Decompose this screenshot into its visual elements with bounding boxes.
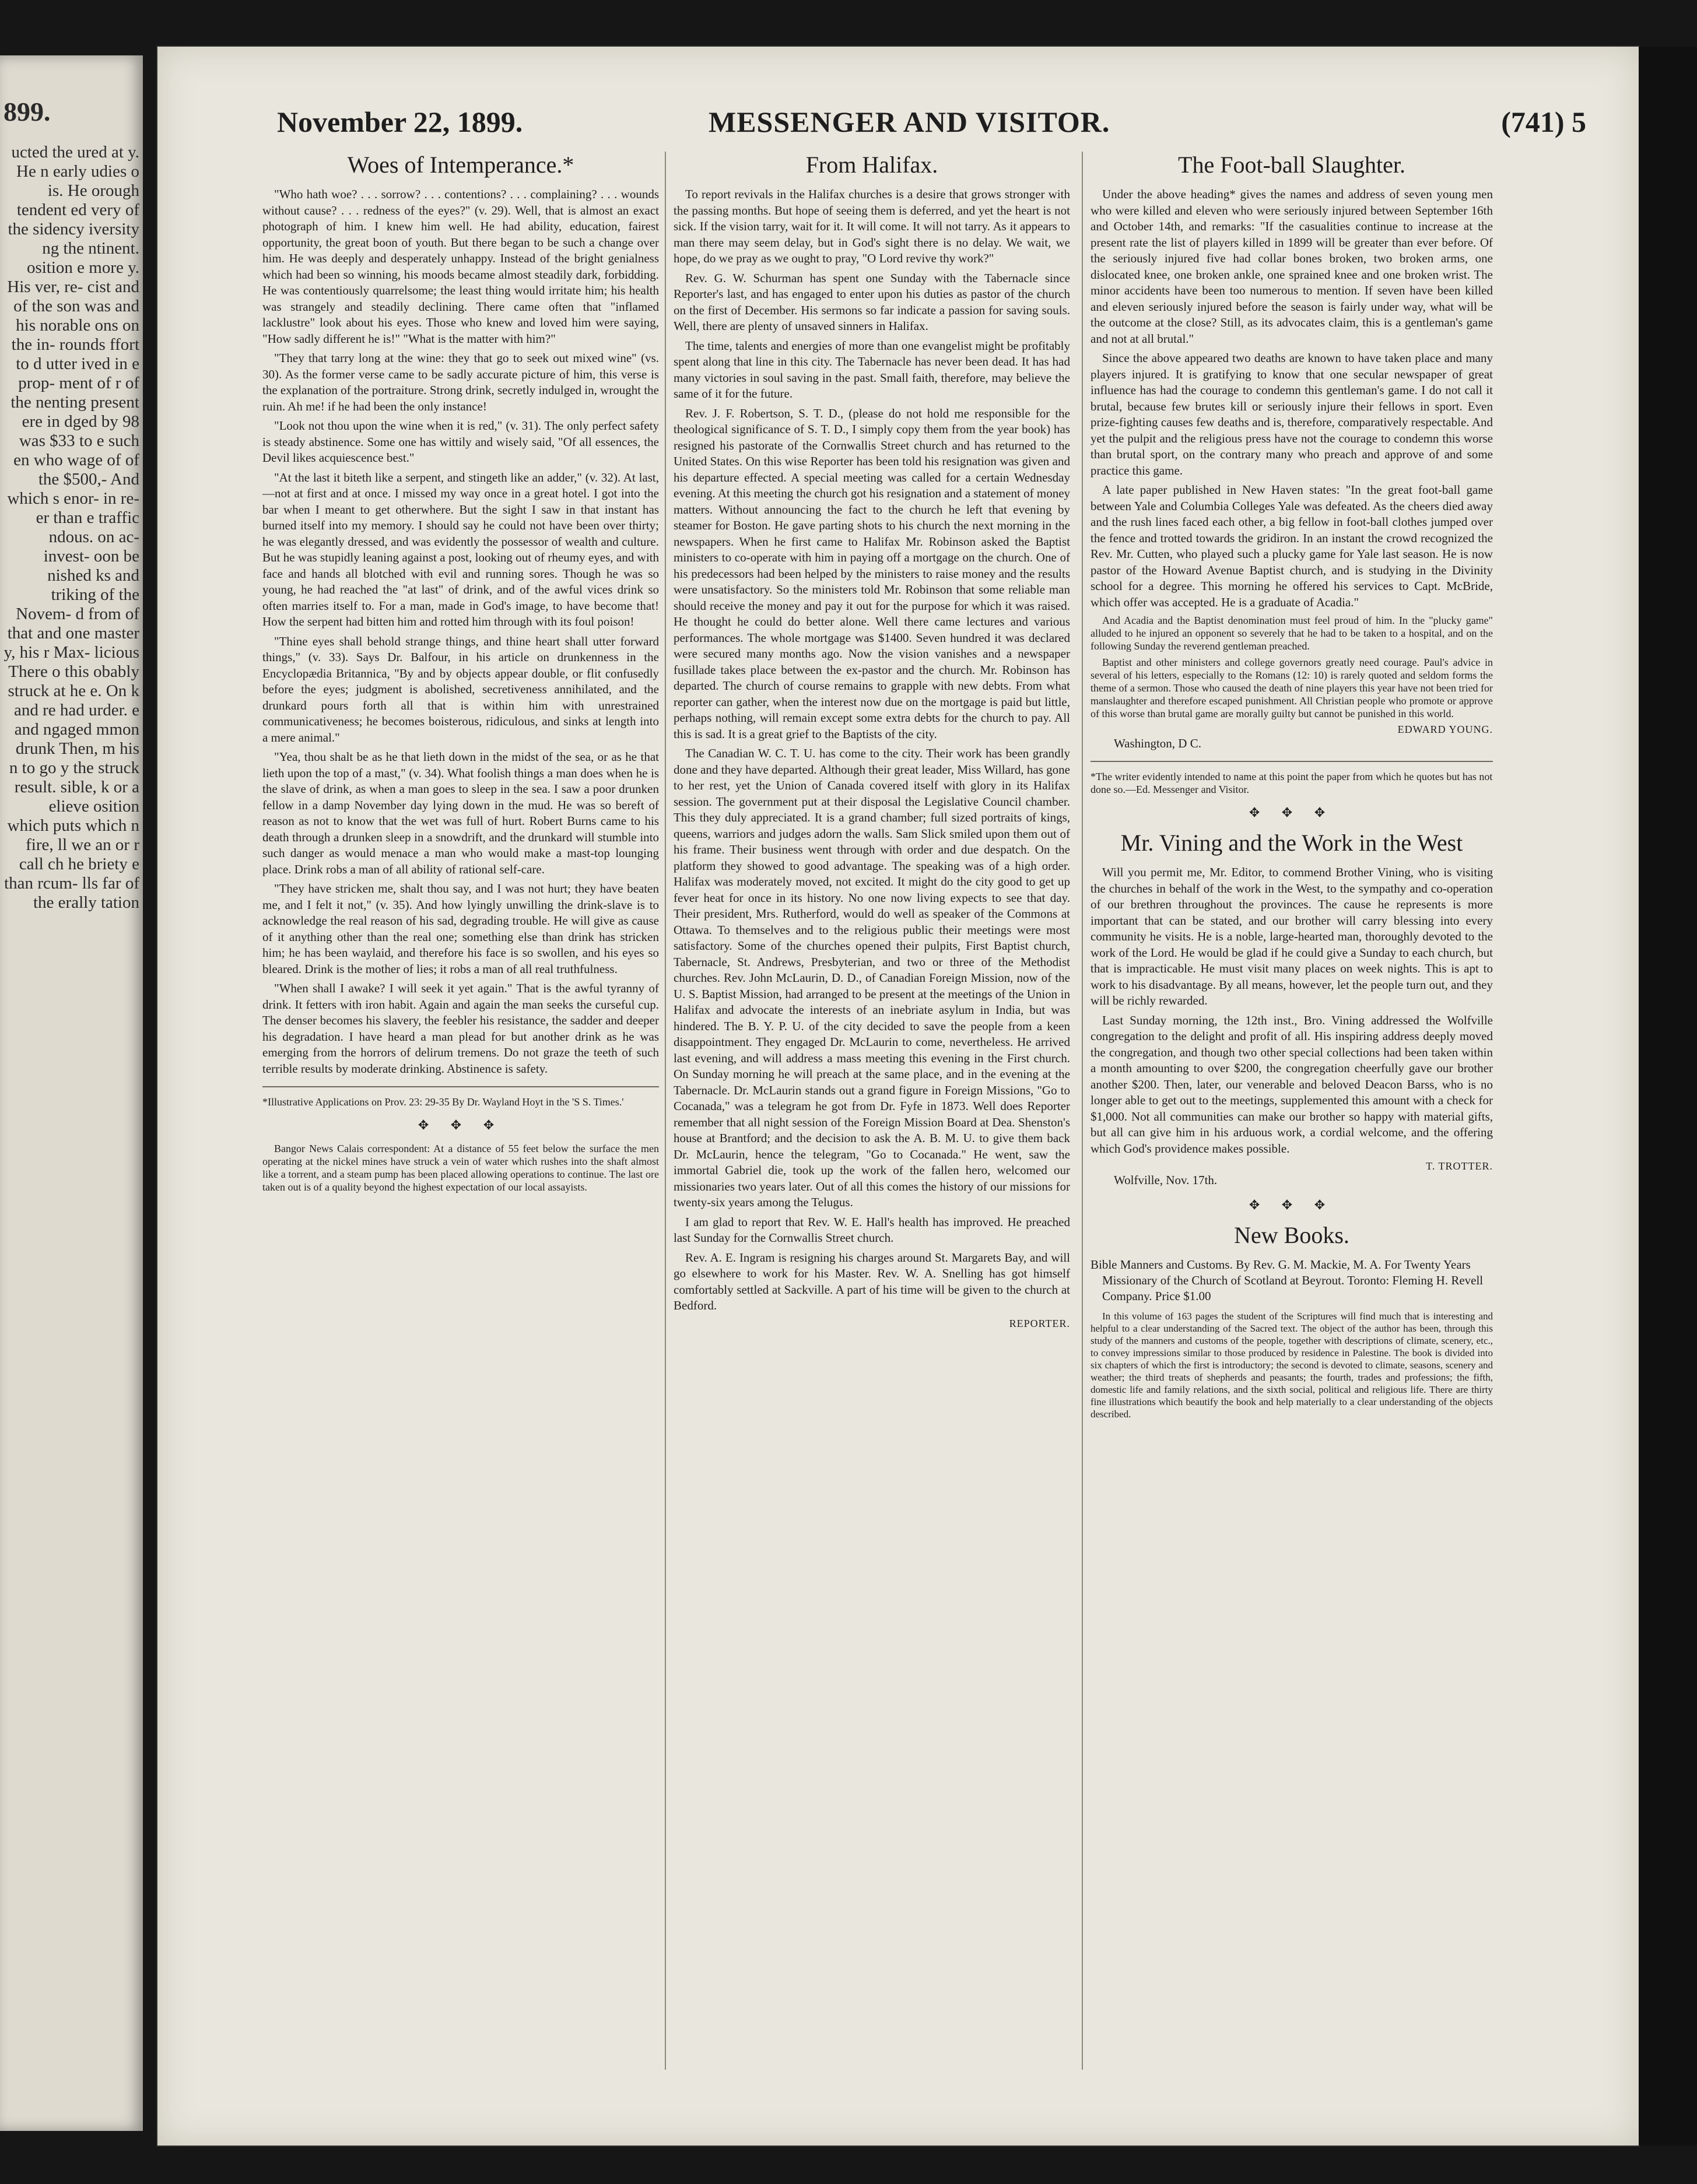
paragraph: The Canadian W. C. T. U. has come to the city. Their work has been grandly done and they have departed. Although their great leader, Miss Willard, has gone to her rest, yet the Union of Canada covered itself with glory in its Halifax session. The government put at their disposal the Legislative Council chamber. This they duly appreciated. It is a grand chamber; full sized portraits of kings, queens, warriors and judges adorn the walls. Sam Slick smiled upon them out of his frame. Their business went through with order and due despatch. On the platform they showed to good advantage. The speaking was of a high order. Halifax was moderately moved, not excited. It might do the city good to get up fever heat for once in its history. No one now living expects to see that day. Their president, Mrs. Rutherford, would do well as speaker of the Commons at Ottawa. To themselves and to the religious public their meetings were most satisfactory. Some of the churches opened their pulpits, First Baptist church, Tabernacle, St. Andrews, Presbyterian, and two or three of the Methodist churches. Rev. John McLaurin, D. D., of Canadian Foreign Mission, now of the U. S. Baptist Mission, had arranged to be present at the meetings of the Union in Halifax and advocate the interests of an inebriate asylum in India, but was hindered. The B. Y. P. U. of the city decided to save the people from a keen disappointment. They engaged Dr. McLaurin to come, nevertheless. He arrived last evening, and will address a mass meeting this evening in the First church. On Sunday morning he will preach at the same place, and in the evening at the Tabernacle. Dr. McLaurin stands out a grand figure in Foreign Missions, "Go to Cocanada," was a telegram he got from Dr. Fyfe in 1873. Well does Reporter remember that all night session of the Foreign Mission Board at Dea. Shenston's house at Brantford; and the decision to ask the A. B. M. U. to give them back Dr. McLaurin, hence the telegram, "Go to Cocanada." He went, saw the immortal Gabriel die, took up the work of the fallen hero, welcomed our missionaries two years later. Out of all this comes the history of our missions for twenty-six years among the Telugus. bbox=[674, 746, 1070, 1209]
previous-page-number: 899. bbox=[3, 97, 51, 127]
column-3 bbox=[1091, 152, 1493, 1423]
divider bbox=[1091, 761, 1493, 762]
column-rule bbox=[1082, 152, 1083, 2070]
footnote: *Illustrative Applications on Prov. 23: 29-35 By Dr. Wayland Hoyt in the 'S S. Times.' bbox=[262, 1096, 624, 1108]
previous-page-text: ucted the ured at y. He n early udies o is. He orough tendent ed very of the sidency iversity ng the ntinent. osition e more y. His ver, re- cist and of the son was and his norable ons on the in- rounds ffort to d utter ived in e prop- ment of r of the nenting present ere in dged by 98 was $33 to e such en who wage of of the $500,- And which s enor- in re- er than e traffic ndous. on ac- invest- oon be nished ks and triking of the Novem- d from of that and one master y, his r Max- licious There o this obably struck at he e. On k and re had urder. e and ngaged mmon drunk Then, m his n to go y the struck result. sible, k or a elieve osition which puts which n fire, ll we an or r call ch he briety e than rcum- lls far of the erally tation bbox=[3, 143, 139, 912]
paragraph: A late paper published in New Haven states: "In the great foot-ball game between Yale and Columbia Colleges Yale was defeated. As the cheers died away and the rush lines faced each other, a big fellow in foot-ball clothes jumped over the fence and trotted towards the gridiron. In an instant the crowd recognized the Rev. Mr. Cutten, who played such a plucky game for Yale last season. He is now pastor of the Howard Avenue Baptist church, and is studying in the Divinity school for a degree. This morning he offered his services to Capt. McBride, which offer was accepted. He is a graduate of Acadia." bbox=[1091, 483, 1493, 609]
place-line: Washington, D C. bbox=[1114, 736, 1201, 750]
signature: REPORTER. bbox=[1009, 1317, 1070, 1329]
paragraph: Rev. G. W. Schurman has spent one Sunday with the Tabernacle since Reporter's last, and has engaged to enter upon his duties as pastor of the church on the first of December. His sermons so far indicate a passion for saving souls. Well, there are plenty of unsaved sinners in Halifax. bbox=[674, 271, 1070, 333]
masthead: MESSENGER AND VISITOR. bbox=[709, 106, 1110, 138]
paragraph: "When shall I awake? I will seek it yet again." That is the awful tyranny of drink. It fetters with iron habit. Again and again the man seeks the curseful cup. The denser becomes his slavery, the feebler his resistance, the sadder and deeper his degradation. I have heard a man plead for but another drink as he was emerging from the horrors of delirum tremens. Do not graze the teeth of such terrible results by moderate drinking. Abstinence is safety. bbox=[262, 981, 659, 1076]
article-title-woes: Woes of Intemperance.* bbox=[347, 152, 574, 178]
article-title-vining: Mr. Vining and the Work in the West bbox=[1120, 830, 1463, 856]
paragraph: "Who hath woe? . . . sorrow? . . . contentions? . . . complaining? . . . wounds without cause? . . . redness of the eyes?" (v. 29). Well, that is almost an exact photograph of him. I knew him well. He had ability, education, fairest opportunity, the great boon of youth. But there began to be such a change over him. He was deeply and desperately unhappy. Instead of the bright genialness which had been so winning, his moods became almost steadily dark, forbidding. He was contentiously quarrelsome; the least thing would irritate him; his health was strangely and steadily declining. There came often that "inflamed lacklustre" look about his eyes. Those who knew and loved him were saying, "How sadly different he is!" "What is the matter with him?" bbox=[262, 187, 659, 346]
ornament-divider: ✥ ✥ ✥ bbox=[1249, 1198, 1335, 1212]
page-number: (741) 5 bbox=[1501, 106, 1586, 138]
ornament-divider: ✥ ✥ ✥ bbox=[418, 1118, 504, 1132]
issue-date: November 22, 1899. bbox=[277, 106, 523, 138]
article-title-halifax: From Halifax. bbox=[805, 152, 938, 178]
paragraph: "Look not thou upon the wine when it is red," (v. 31). The only perfect safety is steady abstinence. Some one has wittily and wisely said, "Of all essences, the Devil likes acquiescence best." bbox=[262, 419, 659, 465]
paragraph: "They have stricken me, shalt thou say, and I was not hurt; they have beaten me, and I felt it not," (v. 35). And how lyingly unwilling the drink-slave is to acknowledge the real reason of his sad, degrading trouble. He will give as cause of it anything other than the real one; something else than drink has stricken him; he has been waylaid, and therefore his face is so swollen, and his eyes so bleared. Drink is the mother of lies; it robs a man of all real truthfulness. bbox=[262, 882, 659, 976]
paragraph: Will you permit me, Mr. Editor, to commend Brother Vining, who is visiting the churches in behalf of the work in the West, to the sympathy and co-operation of our brethren throughout the provinces. The cause he represents is more important that can be stated, and our brother will carry blessing into every community he visits. He is a noble, large-hearted man, thoroughly devoted to the work of the Lord. He would be glad if he could give a Sunday to each church, but that is impracticable. He must visit many places on week nights. This is apt to work to his disadvantage. By all means, however, let the people turn out, and they will be richly rewarded. bbox=[1091, 865, 1493, 1007]
column-1 bbox=[262, 152, 659, 1197]
paragraph: "Yea, thou shalt be as he that lieth down in the midst of the sea, or as he that lieth upon the top of a mast," (v. 34). What foolish things a man does when he is the slave of drink, as when a man goes to sleep in the sea. I saw a poor drunken fellow in a damp November day lying down in the mud. He was so bereft of reason as not to know that the wet was full of hurt. Robert Burns came to his death through a drunken sleep in a snowdrift, and the drunkard will stumble into such danger as would menace a man who would make a mast-top lounging place. Drink robs a man of all ability of rational self-care. bbox=[262, 750, 659, 876]
signature: EDWARD YOUNG. bbox=[1397, 724, 1493, 735]
book-entry: Bible Manners and Customs. By Rev. G. M. Mackie, M. A. For Twenty Years Missionary of the Church of Scotland at Beyrout. Toronto: Fleming H. Revell Company. Price $1.00 bbox=[1091, 1258, 1484, 1303]
article-title-football: The Foot-ball Slaughter. bbox=[1178, 152, 1405, 178]
bangor-news-item: Bangor News Calais correspondent: At a distance of 55 feet below the surface the men operating at the nickel mines have struck a vein of water which rushes into the shaft almost like a torrent, and a steam pump has been placed allowing operations to continue. The last ore taken out is of a quality beyond the highest expectation of our local assayists. bbox=[262, 1143, 659, 1193]
paragraph: "Thine eyes shall behold strange things, and thine heart shall utter forward things," (v. 33). Says Dr. Balfour, in his article on drunkenness in the Encyclopædia Britannica, "By and by objects appear double, or flit confusedly before the eyes; judgment is abolished, secretiveness annihilated, and the drunkard pours forth all that is within him with unrestrained communicativeness; he becomes boisterous, ridiculous, and sinks at length into a mere animal." bbox=[262, 634, 659, 745]
background-edge bbox=[1639, 47, 1697, 2146]
paragraph: Rev. J. F. Robertson, S. T. D., (please do not hold me responsible for the theological significance of S. T. D., I simply copy them from the year book) has resigned his pastorate of the Cornwallis Street church and has returned to the United States. On this wise Reporter has been told his resignation was given and his departure effected. A special meeting was called for a certain Wednesday evening. At this meeting the church got his resignation and a statement of money matters. Without announcing the fact to the church he left that evening by steamer for Boston. He gave parting shots to his church the next morning in the newspapers. When he first came to Halifax Mr. Robinson asked the Baptist ministers to co-operate with him in paying off a mortgage on the church. One of his predecessors had been helped by the ministers to raise money and the results were unsatisfactory. So the ministers told Mr. Robinson that some reliable man should receive the money and pay it out for the purpose for which it was raised. He thought he could do better alone. Well there came lectures and various performances. The whole mortgage was $1400. Seven hundred it was declared were secured many months ago. Now the vision vanishes and a newspaper fusillade takes place between the ex-pastor and the church. Mr. Robinson has departed. The church of course remains to grapple with new debts. From what reporter can gather, when the interest now due on the mortgage is paid but little, perhaps nothing, will remain except some extra debts for the church to pay. All this is sad. It is a great grief to the Baptists of the city. bbox=[674, 406, 1071, 741]
paragraph: "At the last it biteth like a serpent, and stingeth like an adder," (v. 32). At last,—not at first and at once. I missed my way once in a great hotel. I got into the bar when I meant to get otherwhere. But the sight I saw in that instant has burned itself into my memory. I should say he could not have been over thirty; he was elegantly dressed, and was evidently the possessor of wealth and culture. But he was stupidly leaning against a post, looking out of rheumy eyes, and with face and hands all blotched with evil and running sores. Though he was so young, he had reached the "at last" of drink, and of the awful vices drink so often marries itself to. For a man, made in God's image, to have become that! How the serpent had bitten him and rotted him through with its foul poison! bbox=[262, 470, 659, 628]
column-2 bbox=[674, 152, 1070, 1330]
signature: T. TROTTER. bbox=[1426, 1160, 1493, 1172]
article-title-books: New Books. bbox=[1234, 1222, 1349, 1248]
paragraph: I am glad to report that Rev. W. E. Hall's health has improved. He preached last Sunday for the Cornwallis Street church. bbox=[674, 1214, 1070, 1245]
paragraph: Rev. A. E. Ingram is resigning his charges around St. Margarets Bay, and will go elsewhere to work for his Master. Rev. W. A. Snelling has got himself comfortably settled at Sackville. A part of his time will be given to the church at Bedford. bbox=[674, 1250, 1070, 1312]
footnote: *The writer evidently intended to name at this point the paper from which he quotes but has not done so.—Ed. Messenger and Visitor. bbox=[1091, 771, 1493, 795]
previous-page-edge bbox=[0, 55, 143, 2131]
paragraph: Last Sunday morning, the 12th inst., Bro. Vining addressed the Wolfville congregation to the delight and profit of all. His inspiring address deeply moved the congregation, and though two other special collections had been taken within a month amounting to over $200, the congregation cheerfully gave our brother another $200. Then, later, our venerable and beloved Deacon Barss, who is no longer able to get out to the meetings, supplemented this amount with a check for $1,000. Not all communities can make our brother so happy with material gifts, but all can give him in his arduous work, a cordial welcome, and the offering which God's providence makes possible. bbox=[1091, 1013, 1493, 1156]
paragraph: "They that tarry long at the wine: they that go to seek out mixed wine" (vs. 30). As the former verse came to be sadly accurate picture of him, this verse is the explanation of the portraiture. Strong drink, secretly indulged in, wrought the ruin. Ah me! if he had been the only instance! bbox=[262, 351, 659, 413]
ornament-divider: ✥ ✥ ✥ bbox=[1249, 805, 1335, 820]
paragraph: The time, talents and energies of more than one evangelist might be profitably spent along that line in this city. The Tabernacle has never been dead. It has had many victories in soul saving in the past. Small faith, therefore, may believe the same of it for the future. bbox=[674, 338, 1070, 401]
paragraph: Baptist and other ministers and college governors greatly need courage. Paul's advice in several of his letters, especially to the Romans (12: 10) is rarely quoted and seldom forms the theme of a sermon. Those who caused the death of nine players this year have not been tried for manslaughter and therefore escaped punishment. All Christian people who promote or approve of this worse than brutal game are morally guilty but cannot be punished in this world. bbox=[1091, 656, 1493, 719]
paragraph: Since the above appeared two deaths are known to have taken place and many players injured. It is gratifying to know that one secular newspaper of great influence has had the courage to condemn this gentleman's game. I do not call it brutal, because few brutes kill or seriously injure their fellows in sport. Even prize-fighting causes few deaths and is, therefore, comparatively respectable. And yet the pulpit and the religious press have not the courage to condemn this worse than brutal sport, on the contrary many who preach and approve of and some practice this game. bbox=[1091, 351, 1493, 477]
paragraph: And Acadia and the Baptist denomination must feel proud of him. In the "plucky game" alluded to he injured an opponent so severely that he had to be taken to a hospital, and on the following Sunday the reverend gentleman preached. bbox=[1091, 615, 1493, 652]
book-review: In this volume of 163 pages the student of the Scriptures will find much that is interesting and helpful to a clear understanding of the Sacred text. The object of the author has been, through this study of the manners and customs of the people, together with descriptions of climate, scenery, etc., to convey impressions similar to those produced by residence in Palestine. The book is divided into six chapters of which the first is introductory; the second is devoted to climate, seasons, scenery and weather; the third treats of shepherds and peasants; the fourth, trades and professions; the fifth, domestic life and family relations, and the sixth social, political and religious life. There are thirty fine illustrations which beautify the book and help materially to a clear understanding of the objects described. bbox=[1091, 1311, 1493, 1420]
divider bbox=[262, 1086, 659, 1087]
paragraph: Under the above heading* gives the names and address of seven young men who were killed and eleven who were seriously injured between September 16th and October 14th, and remarks: "If the casualities continue to increase at the present rate the list of players killed in 1899 will be greater than ever before. Of the seriously injured five had collar bones broken, two broken arms, one dislocated knee, one broken ankle, one sprained knee and one broken wrist. The minor accidents have been too numerous to mention. If seven have been killed and eleven seriously injured before the season is fairly under way, what will be the outcome at the close? Still, as its advocates claim, this is a gentleman's game and not at all brutal." bbox=[1091, 187, 1493, 346]
newspaper-page bbox=[157, 47, 1639, 2146]
paragraph: To report revivals in the Halifax churches is a desire that grows stronger with the passing months. But hope of seeing them is deferred, and yet the heart is not sick. If the vision tarry, wait for it. It will come. It will not tarry. As it appears to man there may seem delay, but in God's sight there is no delay. We wait, we hope, do we pray as we ought to pray, "O Lord revive thy work?" bbox=[674, 187, 1070, 265]
column-rule bbox=[665, 152, 666, 2070]
place-line: Wolfville, Nov. 17th. bbox=[1114, 1173, 1218, 1187]
